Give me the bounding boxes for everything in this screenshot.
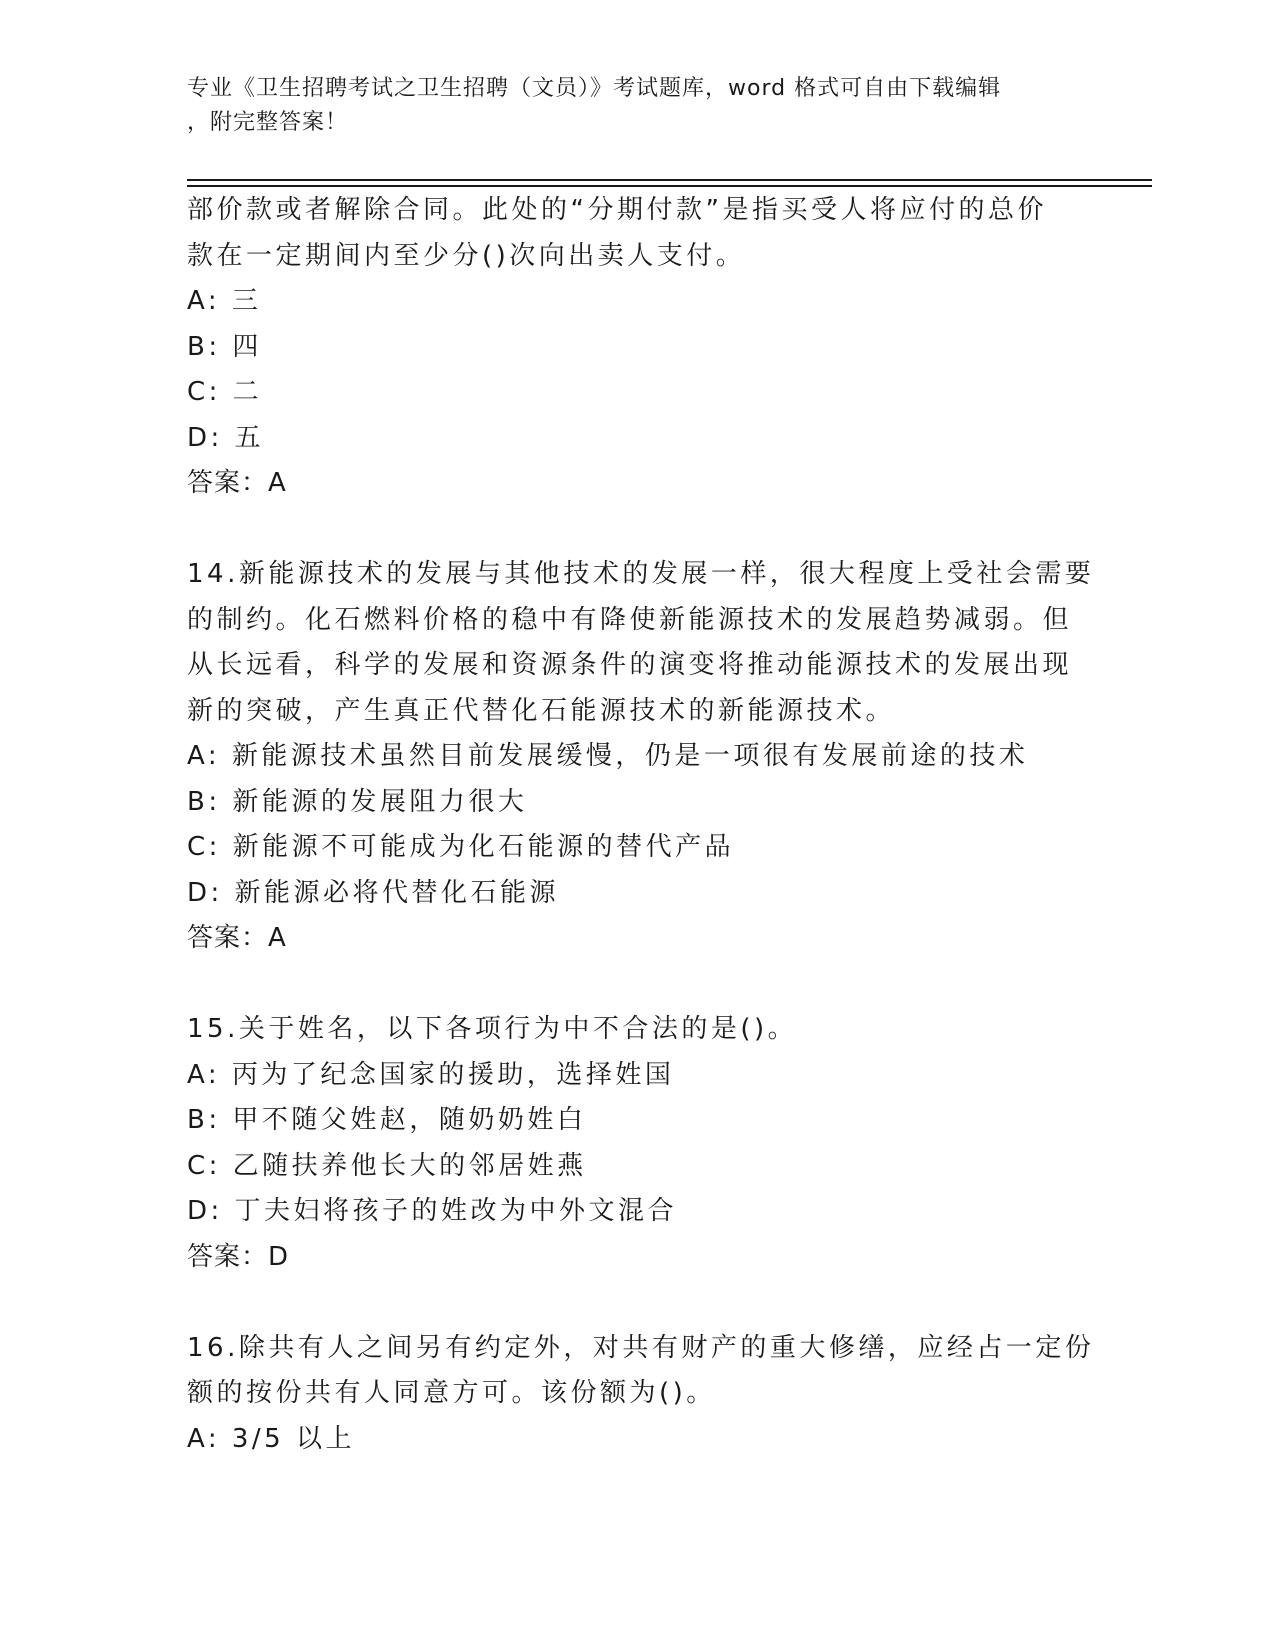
- answer-label: 答案：A: [187, 468, 287, 498]
- question-stem-line: 的制约。化石燃料价格的稳中有降使新能源技术的发展趋势减弱。但: [187, 604, 1073, 635]
- answer-label: 答案：D: [187, 1241, 290, 1272]
- option-a: A: 新能源技术虽然目前发展缓慢，仍是一项很有发展前途的技术: [187, 741, 1029, 771]
- header-divider-bottom: [187, 185, 1152, 187]
- question-list: [187, 188, 1095, 1462]
- header-divider-top: [187, 179, 1152, 181]
- question-stem-line: 额的按份共有人同意方可。该份额为()。: [187, 1378, 716, 1408]
- question-stem-line: 16.除共有人之间另有约定外，对共有财产的重大修缮，应经占一定份: [187, 1332, 1095, 1363]
- spacer: [187, 962, 1087, 1008]
- question-16: [187, 1326, 1095, 1463]
- option-c: C: 新能源不可能成为化石能源的替代产品: [187, 832, 735, 862]
- option-c: C: 乙随扶养他长大的邻居姓燕: [187, 1150, 587, 1181]
- option-a: A: 3/5 以上: [187, 1423, 355, 1454]
- option-d: D: 新能源必将代替化石能源: [187, 877, 560, 908]
- answer-label: 答案：A: [187, 923, 287, 953]
- question-stem-line: 从长远看，科学的发展和资源条件的演变将推动能源技术的发展出现: [187, 650, 1073, 680]
- option-b: B: 甲不随父姓赵，随奶奶姓白: [187, 1105, 587, 1135]
- question-15: [187, 1007, 1087, 1280]
- header-line-1: 专业《卫生招聘考试之卫生招聘（文员）》考试题库，word 格式可自由下载编辑: [187, 76, 1002, 101]
- question-stem-line: 款在一定期间内至少分()次向出卖人支付。: [187, 240, 746, 271]
- option-d: D: 丁夫妇将孩子的姓改为中外文混合: [187, 1196, 678, 1226]
- option-a: A: 三: [187, 286, 262, 316]
- question-stem-line: 新的突破，产生真正代替化石能源技术的新能源技术。: [187, 695, 896, 726]
- question-stem-line: 14.新能源技术的发展与其他技术的发展一样，很大程度上受社会需要: [187, 559, 1095, 589]
- option-d: D: 五: [187, 422, 265, 453]
- question-stem-line: 15.关于姓名，以下各项行为中不合法的是()。: [187, 1014, 798, 1044]
- spacer: [187, 1280, 1087, 1326]
- spacer: [187, 507, 1087, 553]
- question-stem-line: 部价款或者解除合同。此处的“分期付款”是指买受人将应付的总价: [187, 195, 1047, 225]
- option-a: A: 丙为了纪念国家的援助，选择姓国: [187, 1059, 675, 1090]
- option-b: B: 四: [187, 331, 262, 362]
- document-header: [187, 72, 1067, 140]
- option-c: C: 二: [187, 377, 263, 407]
- question-14: [187, 552, 1095, 962]
- question-13-continued: [187, 188, 1087, 507]
- header-line-2: ，附完整答案！: [187, 110, 349, 135]
- option-b: B: 新能源的发展阻力很大: [187, 786, 528, 817]
